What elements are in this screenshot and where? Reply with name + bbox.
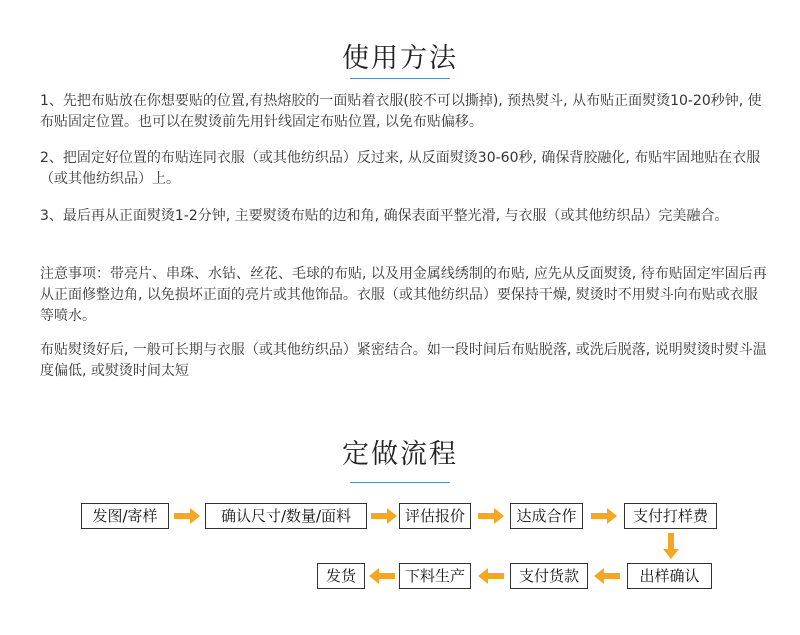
- step-confirm-specs: 确认尺寸/数量/面料: [205, 503, 367, 529]
- step-confirm-sample: 出样确认: [627, 563, 712, 589]
- usage-step-1: 1、先把布贴放在你想要贴的位置,有热熔胶的一面贴着衣服(胶不可以撕掉), 预热熨斗, 从布贴正面熨烫10-20秒钟, 使布贴固定位置。也可以在熨烫前先用针线固定布贴位置, 以免布贴偏移。: [40, 93, 762, 130]
- usage-summary: 布贴熨烫好后, 一般可长期与衣服（或其他纺织品）紧密结合。如一段时间后布贴脱落, 或洗后脱落, 说明熨烫时熨斗温度偏低, 或熨烫时间太短: [40, 342, 767, 379]
- arrow-right-icon: [369, 506, 399, 526]
- arrow-right-icon: [172, 506, 202, 526]
- step-pay-balance: 支付货款: [510, 563, 588, 589]
- arrow-right-icon: [589, 506, 619, 526]
- arrow-left-icon: [476, 566, 506, 586]
- usage-step-3: 3、最后再从正面熨烫1-2分钟, 主要熨烫布贴的边和角, 确保表面平整光滑, 与衣服（或其他纺织品）完美融合。: [40, 208, 729, 224]
- usage-notes: 注意事项：带亮片、串珠、水钻、丝花、毛球的布贴, 以及用金属线绣制的布贴, 应先从反面熨烫, 待布贴固定牢固后再从正面修整边角, 以免损坏正面的亮片或其他饰品。衣服（或其他纺织品）要保持干燥, 熨烫时不用熨斗向布贴或衣服等喷水。: [40, 266, 767, 324]
- arrow-left-icon: [367, 566, 397, 586]
- arrow-right-icon: [476, 506, 506, 526]
- step-agreement: 达成合作: [510, 503, 583, 529]
- process-section-title: 定做流程: [342, 439, 458, 470]
- arrow-down-icon: [661, 531, 681, 561]
- step-ship: 发货: [317, 563, 365, 589]
- step-sample-fee: 支付打样费: [624, 503, 717, 529]
- step-quote: 评估报价: [399, 503, 471, 529]
- step-production: 下料生产: [399, 563, 471, 589]
- usage-title-underline: [350, 78, 450, 79]
- arrow-left-icon: [592, 566, 622, 586]
- step-send-design: 发图/寄样: [81, 503, 169, 529]
- usage-step-2: 2、把固定好位置的布贴连同衣服（或其他纺织品）反过来, 从反面熨烫30-60秒, 确保背胶融化, 布贴牢固地贴在衣服（或其他纺织品）上。: [40, 150, 761, 187]
- usage-section-title: 使用方法: [342, 43, 458, 74]
- process-title-underline: [350, 482, 450, 483]
